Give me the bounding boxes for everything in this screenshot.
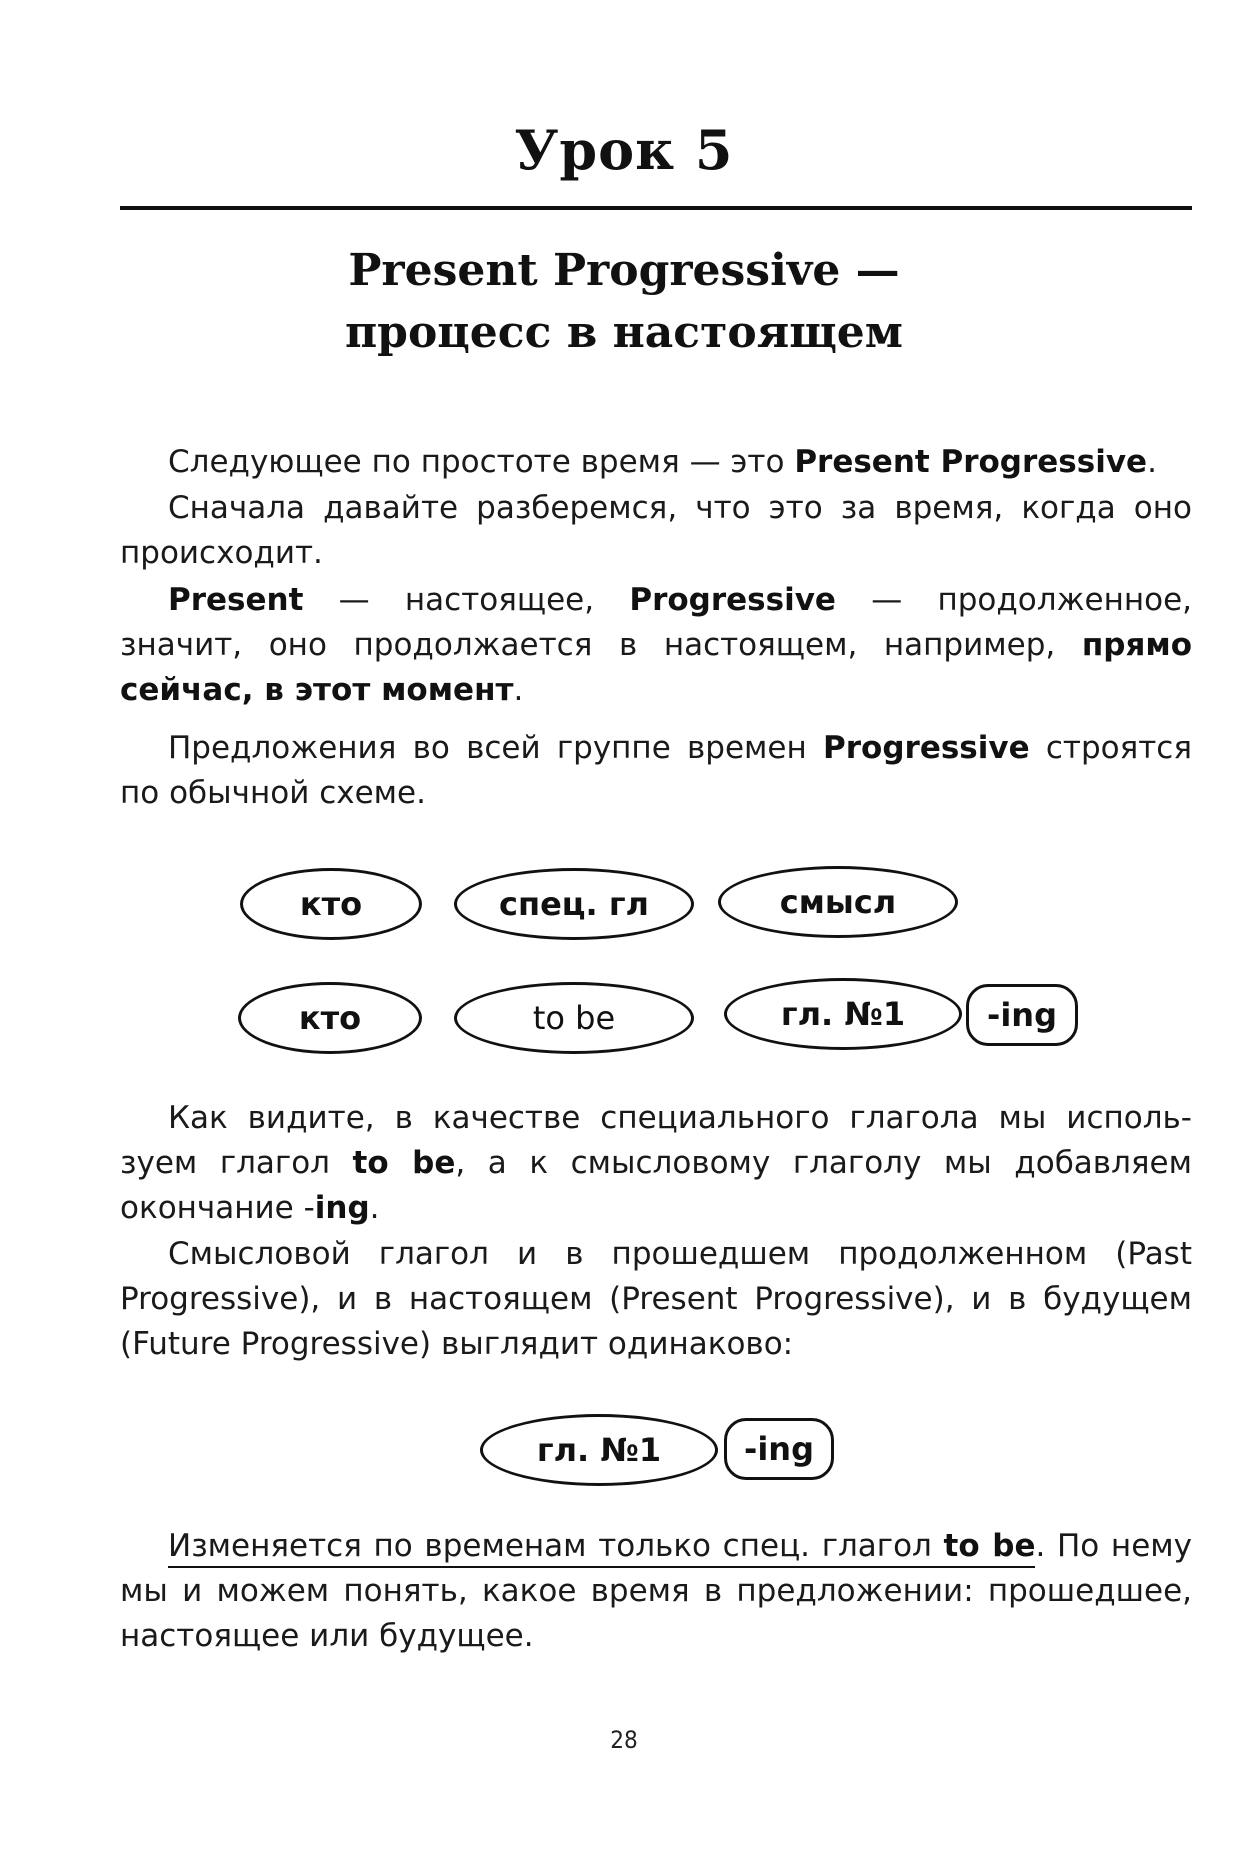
- term-progressive: Progressive: [823, 730, 1030, 766]
- text: Смысловой глагол и в прошедшем продолженном (Past Progressive), и в настоящем (Present Progressive), и в будущем (Future Progressive) выглядит одинаково:: [120, 1236, 1192, 1362]
- section-title: [0, 240, 1248, 364]
- paragraph-intro: [120, 440, 1192, 485]
- text: . По нему мы и можем понять, какое время в предложении: прошедшее, настоящее или будущее.: [120, 1528, 1192, 1654]
- text: Сначала давайте разберемся, что это за время, когда оно происходит.: [120, 490, 1192, 571]
- diagram-ing-suffix: -ing: [966, 984, 1078, 1046]
- diagram-verb-pill: гл. №1: [480, 1414, 718, 1486]
- diagram-ing-suffix: -ing: [724, 1418, 834, 1480]
- text: .: [513, 672, 524, 708]
- term-to-be: to be: [352, 1145, 456, 1181]
- diagram-aux-pill: спец. гл: [454, 868, 694, 940]
- term-present: Present: [168, 582, 304, 618]
- text: Следующее по простоте время — это: [168, 444, 795, 480]
- section-title-line2: процесс в настоящем: [344, 307, 904, 358]
- text: , а к смысловому глаголу мы добавляем окончание -: [120, 1145, 1192, 1226]
- paragraph-meaning: [120, 578, 1192, 713]
- underlined-text: [168, 1528, 1035, 1568]
- text: Изменяется по временам только спец. глагол: [168, 1528, 944, 1564]
- paragraph-to-be: [120, 1096, 1192, 1231]
- title-divider: [120, 206, 1192, 210]
- diagram-who-pill: кто: [240, 868, 422, 940]
- term-right-now: прямо сейчас, в этот момент: [120, 627, 1192, 708]
- text: — настоящее,: [303, 582, 630, 618]
- text: .: [1147, 444, 1157, 480]
- text: Как видите, в качестве специального глагола мы исполь-зуем глагол: [120, 1100, 1192, 1181]
- term-present-progressive: Present Progressive: [794, 444, 1148, 480]
- paragraph-explain: [120, 486, 1192, 576]
- diagram-verb-pill: гл. №1: [724, 978, 962, 1050]
- text: Предложения во всей группе времен: [168, 730, 824, 766]
- page-number: 28: [610, 1726, 638, 1754]
- paragraph-same-form: [120, 1232, 1192, 1367]
- paragraph-scheme: [120, 726, 1192, 816]
- diagram-to-be-pill: to be: [454, 982, 694, 1054]
- paragraph-conclusion: [120, 1524, 1192, 1659]
- lesson-title: Урок 5: [514, 118, 734, 182]
- term-to-be: to be: [943, 1528, 1036, 1564]
- diagram-meaning-pill: смысл: [718, 866, 958, 938]
- text: .: [369, 1190, 380, 1226]
- text: строятся по обычной схеме.: [120, 730, 1193, 811]
- section-title-line1: Present Progressive —: [348, 245, 900, 296]
- term-progressive: Progressive: [629, 582, 836, 618]
- diagram-who-pill: кто: [238, 982, 422, 1054]
- text: — продолженное, значит, оно продолжается в настоящем, например,: [120, 582, 1192, 663]
- term-ing: ing: [314, 1190, 370, 1226]
